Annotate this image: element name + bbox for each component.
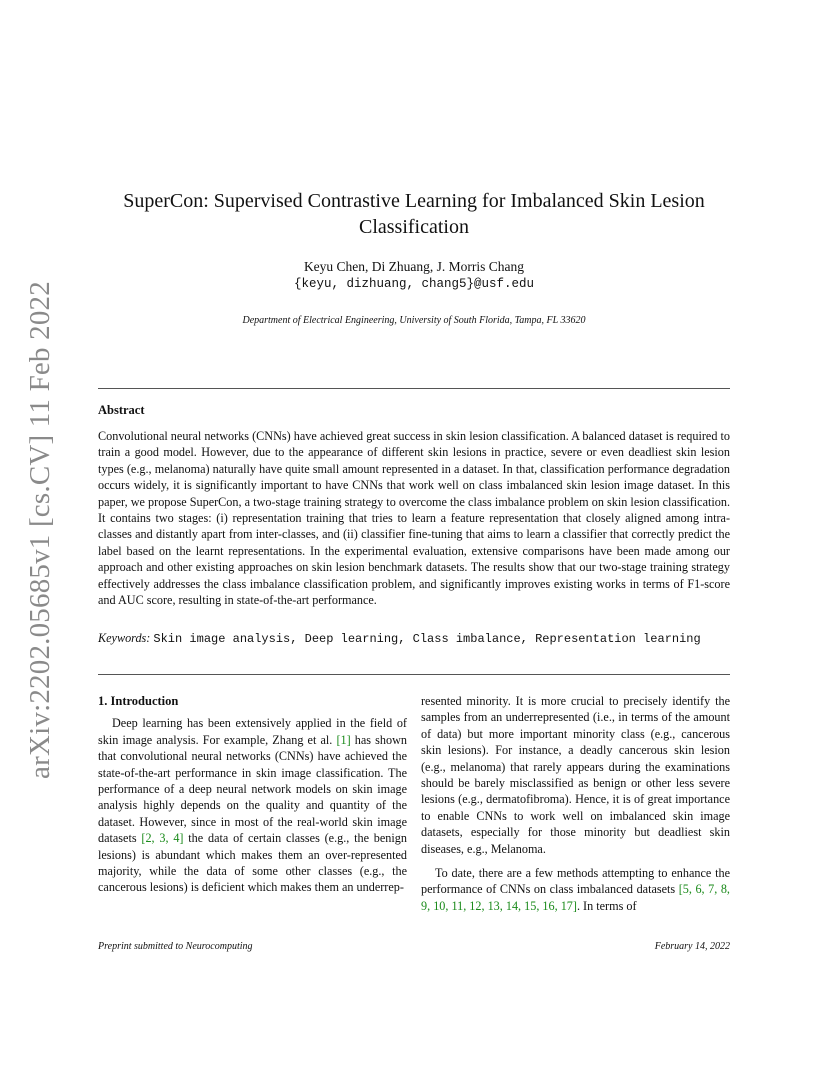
intro-paragraph-1: Deep learning has been extensively applied in the field of skin image analysis. For example, Zhang et al. [1] has shown that convolutional neural networks (CNNs) have achieved the state-of-the-art performance in skin image classification. The performance of a deep neural network models on skin image analysis highly depends on the quality and quantity of the dataset. However, since in most of the real-world skin image datasets [2, 3, 4] the data of certain classes (e.g., the benign lesions) is abundant which makes them an over-represented majority, while the data of some other classes (e.g., the cancerous lesions) is deficient which makes them an underrep- — [98, 716, 407, 895]
citation-link[interactable]: [1] — [336, 732, 351, 747]
paper-title: SuperCon: Supervised Contrastive Learning for Imbalanced Skin Lesion Classification — [123, 190, 705, 238]
intro-paragraph-1-continued: resented minority. It is more crucial to precisely identify the samples from an underrepresented (i.e., in terms of the amount of data) but more important minority class (e.g., cancerous skin lesions). For instance, a deadly cancerous skin lesion (e.g., melanoma) that rarely appears during the examinations should be barely misclassified as benign or other less severe lesions (e.g., dermatofibroma). Hence, it is of great importance to enable CNNs to work well on imbalanced skin image datasets, especially for those minority but deadliest skin diseases, e.g., Melanoma. — [421, 694, 730, 856]
keywords-line — [98, 630, 730, 647]
intro-paragraph-2: To date, there are a few methods attempting to enhance the performance of CNNs on class imbalanced datasets [5, 6, 7, 8, 9, 10, 11, 12, 13, 14, 15, 16, 17]. In terms of — [421, 866, 730, 913]
author-emails: {keyu, dizhuang, chang5}@usf.edu — [293, 277, 535, 291]
abstract-bottom-rule — [98, 674, 730, 675]
keywords-value: Skin image analysis, Deep learning, Class imbalance, Representation learning — [153, 632, 701, 646]
footer-date: February 14, 2022 — [654, 941, 730, 952]
footer-preprint-note: Preprint submitted to Neurocomputing — [98, 941, 253, 952]
keywords-label: Keywords: — [98, 631, 151, 645]
right-column — [421, 693, 730, 914]
left-column — [98, 693, 407, 896]
citation-link[interactable]: [2, 3, 4] — [141, 831, 184, 846]
abstract-heading: Abstract — [98, 403, 145, 417]
citation-link[interactable]: [5, 6, 7, 8, 9, 10, 11, 12, 13, 14, 15, 16, 17] — [421, 882, 730, 913]
abstract-body: Convolutional neural networks (CNNs) have achieved great success in skin lesion classification. A balanced dataset is required to train a good model. However, due to the appearance of different skin lesions in practice, severe or even deadliest skin lesion types (e.g., melanoma) naturally have quite small amount represented in a dataset. In that, classification performance degradation occurs widely, it is significantly important to have CNNs that work well on class imbalanced skin lesion image dataset. In this paper, we propose SuperCon, a two-stage training strategy to overcome the class imbalance problem on skin lesion classification. It contains two stages: (i) representation training that tries to learn a feature representation that closely aligned among intra-classes and distantly apart from inter-classes, and (ii) classifier fine-tuning that aims to learn a classifier that correctly predict the label based on the learnt representations. In the experimental evaluation, extensive comparisons have been made among our approach and other existing approaches on skin lesion benchmark datasets. The results show that our two-stage training strategy effectively addresses the class imbalance classification problem, and significantly improves existing works in terms of F1-score and AUC score, resulting in state-of-the-art performance. — [98, 429, 730, 608]
arxiv-sidebar-stamp: arXiv:2202.05685v1 [cs.CV] 11 Feb 2022 — [23, 281, 56, 779]
affiliation: Department of Electrical Engineering, University of South Florida, Tampa, FL 33620 — [242, 315, 586, 326]
section-heading-introduction: 1. Introduction — [98, 694, 179, 708]
abstract-top-rule — [98, 388, 730, 389]
author-list: Keyu Chen, Di Zhuang, J. Morris Chang — [303, 259, 525, 274]
